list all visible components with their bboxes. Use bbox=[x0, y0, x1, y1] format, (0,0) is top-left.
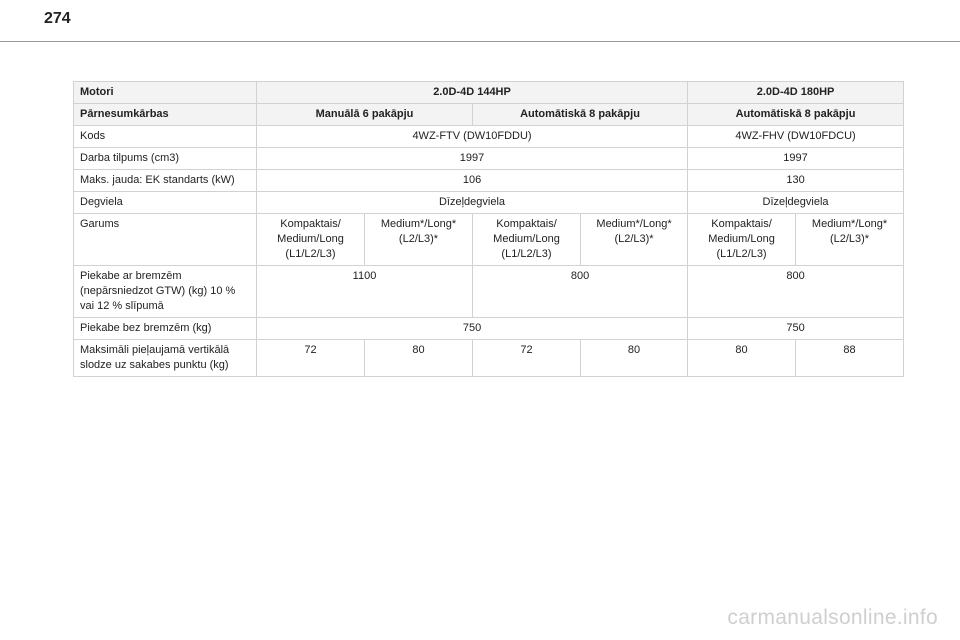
row-label-fuel: Degviela bbox=[74, 192, 257, 214]
row-label-gearbox: Pārnesumkārbas bbox=[74, 104, 257, 126]
table-row bbox=[74, 170, 904, 192]
displacement-144hp: 1997 bbox=[257, 148, 688, 170]
length-cell: Medium*/Long* (L2/L3)* bbox=[581, 214, 688, 266]
code-180hp: 4WZ-FHV (DW10FDCU) bbox=[688, 126, 904, 148]
gearbox-auto-8-b: Automātiskā 8 pakāpju bbox=[688, 104, 904, 126]
engine-spec-table bbox=[73, 81, 904, 377]
fuel-180hp: Dīzeļdegviela bbox=[688, 192, 904, 214]
length-cell: Kompaktais/ Medium/Long (L1/L2/L3) bbox=[257, 214, 365, 266]
table-row bbox=[74, 266, 904, 318]
power-144hp: 106 bbox=[257, 170, 688, 192]
gearbox-auto-8-a: Automātiskā 8 pakāpju bbox=[473, 104, 688, 126]
length-cell: Medium*/Long* (L2/L3)* bbox=[796, 214, 904, 266]
row-label-engines: Motori bbox=[74, 82, 257, 104]
table-row bbox=[74, 318, 904, 340]
row-label-power: Maks. jauda: EK standarts (kW) bbox=[74, 170, 257, 192]
unbraked-trailer-180hp: 750 bbox=[688, 318, 904, 340]
unbraked-trailer-144hp: 750 bbox=[257, 318, 688, 340]
row-label-length: Garums bbox=[74, 214, 257, 266]
page-number: 274 bbox=[44, 10, 71, 27]
row-label-unbraked-trailer: Piekabe bez bremzēm (kg) bbox=[74, 318, 257, 340]
engine-180hp-header: 2.0D-4D 180HP bbox=[688, 82, 904, 104]
table-row bbox=[74, 340, 904, 377]
braked-trailer-auto-a: 800 bbox=[473, 266, 688, 318]
watermark: carmanualsonline.info bbox=[727, 606, 938, 629]
power-180hp: 130 bbox=[688, 170, 904, 192]
table-row bbox=[74, 192, 904, 214]
length-cell: Medium*/Long* (L2/L3)* bbox=[365, 214, 473, 266]
table-row bbox=[74, 126, 904, 148]
gearbox-manual-6: Manuālā 6 pakāpju bbox=[257, 104, 473, 126]
row-label-vertical-load: Maksimāli pieļaujamā vertikālā slodze uz sakabes punktu (kg) bbox=[74, 340, 257, 377]
code-144hp: 4WZ-FTV (DW10FDDU) bbox=[257, 126, 688, 148]
table-row bbox=[74, 148, 904, 170]
engine-144hp-header: 2.0D-4D 144HP bbox=[257, 82, 688, 104]
vertical-load-cell: 72 bbox=[473, 340, 581, 377]
braked-trailer-manual: 1100 bbox=[257, 266, 473, 318]
vertical-load-cell: 80 bbox=[581, 340, 688, 377]
braked-trailer-auto-b: 800 bbox=[688, 266, 904, 318]
table-row bbox=[74, 82, 904, 104]
row-label-displacement: Darba tilpums (cm3) bbox=[74, 148, 257, 170]
table-row bbox=[74, 104, 904, 126]
vertical-load-cell: 80 bbox=[688, 340, 796, 377]
table-row bbox=[74, 214, 904, 266]
vertical-load-cell: 88 bbox=[796, 340, 904, 377]
fuel-144hp: Dīzeļdegviela bbox=[257, 192, 688, 214]
vertical-load-cell: 72 bbox=[257, 340, 365, 377]
length-cell: Kompaktais/ Medium/Long (L1/L2/L3) bbox=[688, 214, 796, 266]
length-cell: Kompaktais/ Medium/Long (L1/L2/L3) bbox=[473, 214, 581, 266]
header-divider bbox=[0, 41, 960, 42]
row-label-code: Kods bbox=[74, 126, 257, 148]
row-label-braked-trailer: Piekabe ar bremzēm (nepārsniedzot GTW) (kg) 10 % vai 12 % slīpumā bbox=[74, 266, 257, 318]
vertical-load-cell: 80 bbox=[365, 340, 473, 377]
displacement-180hp: 1997 bbox=[688, 148, 904, 170]
